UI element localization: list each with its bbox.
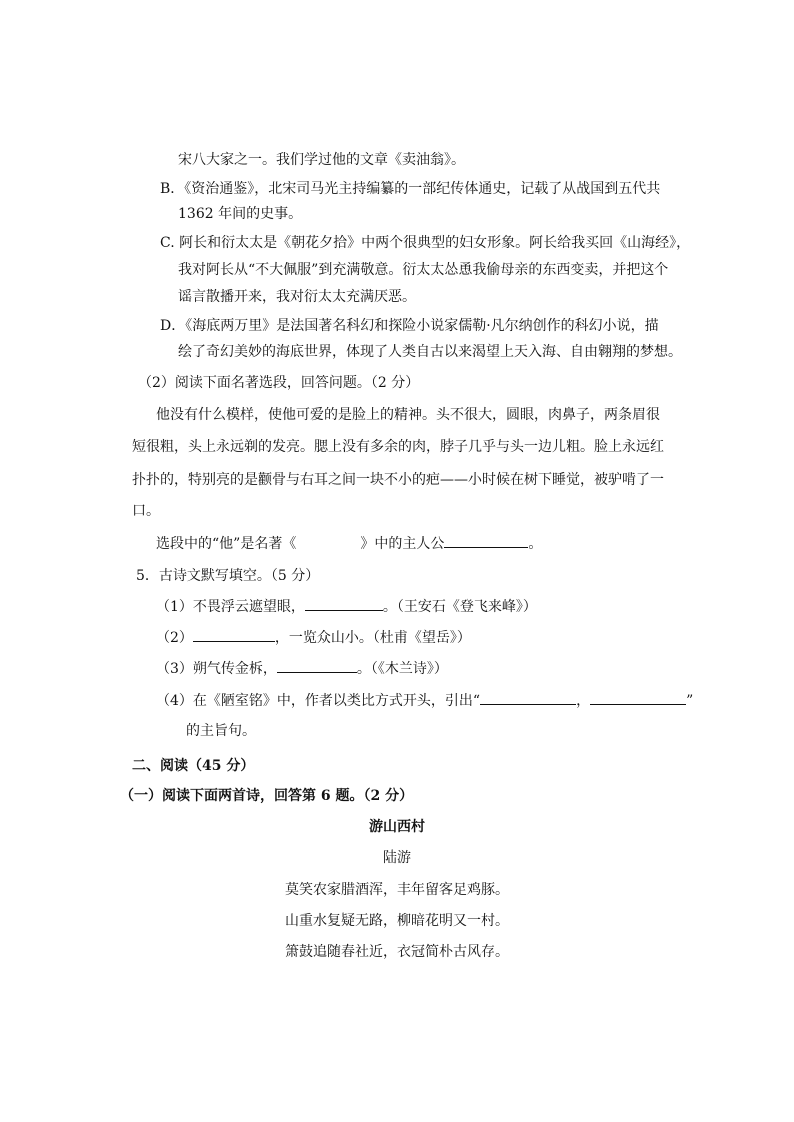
option-b-text: 1362 年间的史事。 bbox=[178, 206, 303, 222]
poem-line: 箫鼓追随春社近，衣冠简朴古风存。 bbox=[285, 944, 509, 960]
section-heading: 二、阅读（45 分） bbox=[132, 758, 255, 774]
poetry-item-1 bbox=[156, 596, 537, 617]
answer-blank[interactable] bbox=[590, 690, 686, 705]
poetry-item-4 bbox=[156, 690, 693, 711]
passage-text: 扑扑的，特别亮的是颧骨与右耳之间一块不小的疤——小时候在树下睡觉，被驴啃了一 bbox=[132, 472, 664, 488]
answer-blank[interactable] bbox=[305, 596, 383, 611]
option-c-text: C. 阿长和衍太太是《朝花夕拾》中两个很典型的妇女形象。阿长给我买回《山海经》， bbox=[160, 235, 691, 251]
item-suffix: 。（王安石《登飞来峰》） bbox=[382, 599, 537, 615]
item-close-quote: ” bbox=[686, 693, 694, 709]
sub-section-heading: （一）阅读下面两首诗，回答第 6 题。（2 分） bbox=[120, 788, 414, 804]
question-5-title: 5．古诗文默写填空。（5 分） bbox=[136, 568, 320, 584]
item-suffix: ，一览众山小。（杜甫《望岳》） bbox=[274, 630, 471, 646]
fill-in-question bbox=[156, 533, 542, 554]
option-b-text: B．《资治通鉴》，北宋司马光主持编纂的一部纪传体通史，记载了从战国到五代共 bbox=[160, 181, 661, 197]
item-prefix: （1）不畏浮云遮望眼， bbox=[156, 599, 305, 615]
item-prefix: （3）朔气传金柝， bbox=[156, 661, 277, 677]
answer-blank[interactable] bbox=[193, 627, 275, 642]
poem-author: 陆游 bbox=[383, 850, 411, 866]
fill-suffix: 。 bbox=[528, 536, 543, 552]
poetry-item-4-continued: 的主旨句。 bbox=[186, 723, 256, 739]
fill-middle: 》中的主人公 bbox=[360, 536, 445, 552]
passage-text: 口。 bbox=[132, 503, 160, 519]
item-comma: ， bbox=[576, 693, 591, 709]
fill-prefix: 选段中的“他”是名著《 bbox=[156, 536, 297, 552]
option-d-text: 绘了奇幻美妙的海底世界，体现了人类自古以来渴望上天入海、自由翱翔的梦想。 bbox=[178, 344, 682, 360]
question-prompt: （2）阅读下面名著选段，回答问题。（2 分） bbox=[138, 375, 420, 391]
poem-line: 莫笑农家腊酒浑，丰年留客足鸡豚。 bbox=[285, 882, 509, 898]
passage-text: 短很粗，头上永远剃的发亮。腮上没有多余的肉，脖子几乎与头一边儿粗。脸上永远红 bbox=[132, 439, 664, 455]
option-c-text: 我对阿长从“不大佩服”到充满敬意。衍太太怂恿我偷母亲的东西变卖，并把这个 bbox=[178, 262, 669, 278]
answer-blank[interactable] bbox=[277, 658, 357, 673]
option-a-text: 宋八大家之一。我们学过他的文章《卖油翁》。 bbox=[178, 152, 465, 168]
item-suffix: 。（《木兰诗》） bbox=[356, 661, 448, 677]
poetry-item-3 bbox=[156, 658, 448, 679]
item-prefix: （4）在《陋室铭》中，作者以类比方式开头，引出“ bbox=[156, 693, 481, 709]
item-prefix: （2） bbox=[156, 630, 193, 646]
poem-line: 山重水复疑无路，柳暗花明又一村。 bbox=[285, 913, 509, 929]
poem-title: 游山西村 bbox=[369, 819, 425, 835]
option-c-text: 谣言散播开来，我对衍太太充满厌恶。 bbox=[178, 289, 416, 305]
option-d-text: D．《海底两万里》是法国著名科幻和探险小说家儒勒·凡尔纳创作的科幻小说，描 bbox=[160, 318, 659, 334]
poetry-item-2 bbox=[156, 627, 471, 648]
protagonist-blank[interactable] bbox=[444, 533, 528, 548]
answer-blank[interactable] bbox=[480, 690, 576, 705]
passage-text: 他没有什么模样，使他可爱的是脸上的精神。头不很大，圆眼，肉鼻子，两条眉很 bbox=[156, 407, 660, 423]
